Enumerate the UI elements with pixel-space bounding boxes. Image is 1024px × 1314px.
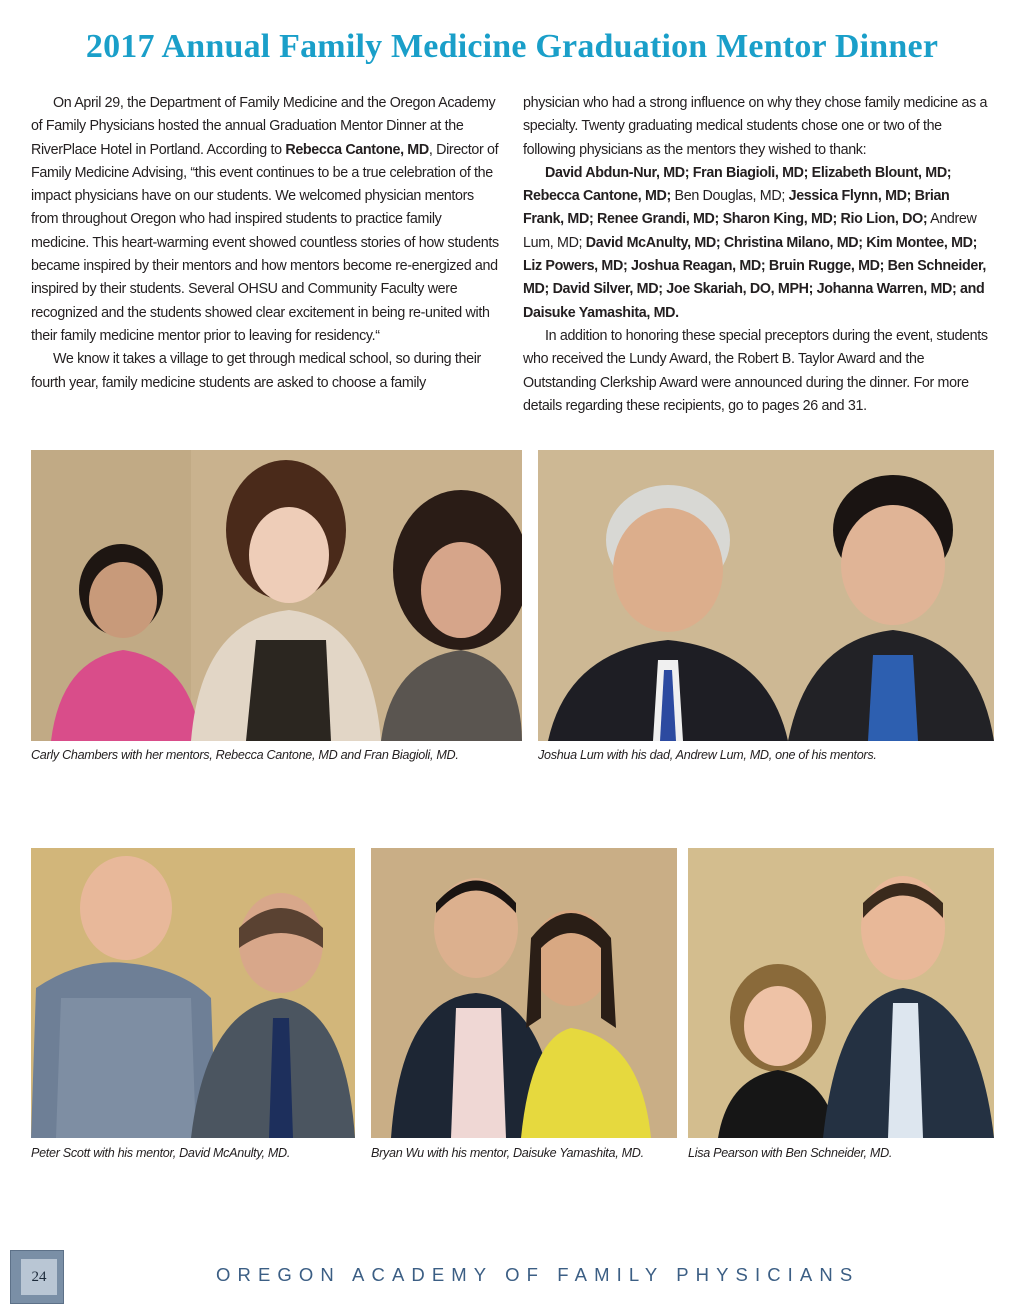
continued-paragraph: physician who had a strong influence on why they chose family medicine as a specialty. Twenty graduating medical students chose one or two of the following physicians as the mentors they wished to thank: [523, 95, 988, 158]
mentor-names-3: Jessica Flynn, MD; Brian Frank, MD; Renee Grandi, MD; Sharon King, MD; Rio Lion, DO; [523, 188, 950, 228]
photo-peter-scott [31, 848, 355, 1138]
page-number: 24 [21, 1259, 57, 1295]
mentor-names-5: David McAnulty, MD; Christina Milano, MD; Kim Montee, MD; Liz Powers, MD; Joshua Reagan, MD; Bruin Rugge, MD; Ben Schneider, MD; David Silver, MD; Joe Skariah, DO, MPH; Johanna Warren, MD; and Daisuke Yamashita, MD. [523, 234, 987, 321]
photo-lisa-pearson [688, 848, 994, 1138]
mentor-list [523, 162, 993, 325]
page-title: 2017 Annual Family Medicine Graduation Mentor Dinner [85, 28, 939, 65]
photo-carly-chambers [31, 450, 522, 741]
footer-organization: OREGON ACADEMY OF FAMILY PHYSICIANS [216, 1264, 860, 1285]
awards-paragraph: In addition to honoring these special preceptors during the event, students who received the Lundy Award, the Robert B. Taylor Award and the Outstanding Clerkship Award were announced during the dinner. For more details regarding these recipients, go to pages 26 and 31. [523, 327, 988, 414]
mentor-names-1: David Abdun-Nur, MD; Fran Biagioli, MD; Elizabeth Blount, MD; Rebecca Cantone, MD; [523, 164, 952, 205]
caption-photo-1: Carly Chambers with her mentors, Rebecca Cantone, MD and Fran Biagioli, MD. [31, 748, 459, 762]
mentor-names-2: Ben Douglas, MD; [670, 188, 789, 205]
caption-photo-2: Joshua Lum with his dad, Andrew Lum, MD, one of his mentors. [538, 748, 877, 762]
village-paragraph: We know it takes a village to get through medical school, so during their fourth year, family medicine students are asked to choose a family [31, 351, 481, 391]
highlighted-name: Rebecca Cantone, MD [285, 141, 429, 158]
intro-text-start: On April 29, the Department of Family Medicine and the Oregon Academy of Family Physicians hosted the annual Graduation Mentor Dinner at the RiverPlace Hotel in Portland. According to [31, 95, 496, 158]
photo-bryan-wu [371, 848, 677, 1138]
photo-joshua-lum [538, 450, 994, 741]
intro-paragraph [31, 92, 501, 348]
page-number-box [10, 1250, 64, 1304]
intro-text-end: , Director of Family Medicine Advising, “this event continues to be a true celebration of the impact physicians have on our students. We welcomed physician mentors from throughout Oregon who had inspired students to practice family medicine. This heart-warming event showed countless stories of how students became inspired by their mentors and how mentors become re-energized and inspired by their students. Several OHSU and Community Faculty were recognized and the students showed clear excitement in being re-united with their family medicine mentor prior to leaving for residency.“ [31, 141, 499, 344]
article-right-column [523, 92, 993, 418]
caption-photo-4: Bryan Wu with his mentor, Daisuke Yamashita, MD. [371, 1146, 644, 1160]
caption-photo-3: Peter Scott with his mentor, David McAnulty, MD. [31, 1146, 291, 1160]
article-left-column [31, 92, 501, 395]
mentor-names-4: Andrew Lum, MD; [523, 211, 977, 251]
caption-photo-5: Lisa Pearson with Ben Schneider, MD. [688, 1146, 893, 1160]
